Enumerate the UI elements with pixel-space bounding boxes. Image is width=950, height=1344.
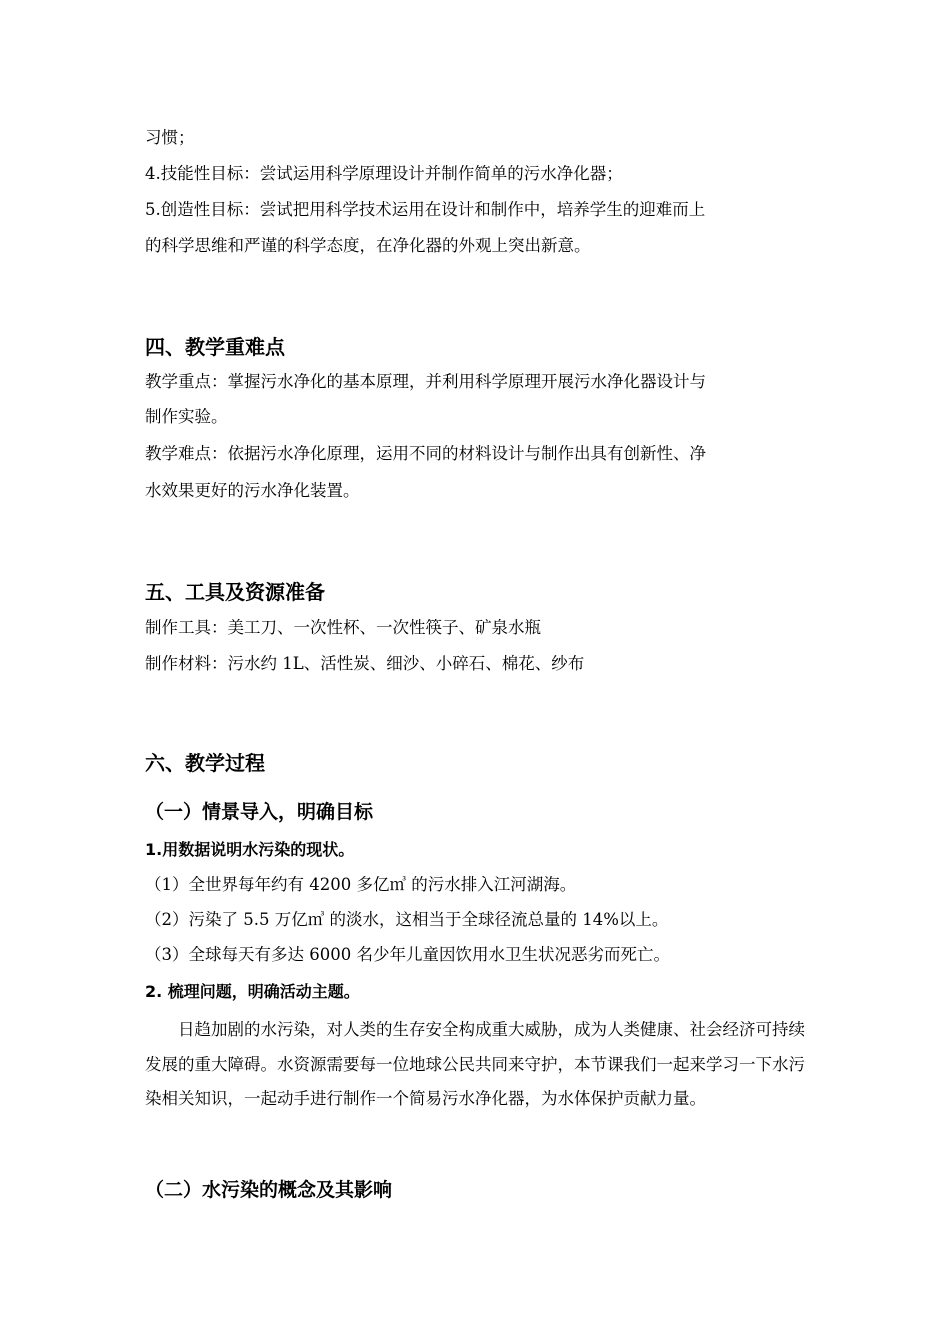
text-line-materials: 制作材料：污水约 1L、活性炭、细沙、小碎石、棉花、纱布 [145,654,585,673]
section-heading-process: 六、教学过程 [145,751,265,775]
subsection-heading-intro: （一）情景导入，明确目标 [145,801,374,823]
list-item-3: （3）全球每天有多达 6000 名少年儿童因饮用水卫生状况恶劣而死亡。 [145,945,670,964]
text-line-creative-goal: 5.创造性目标：尝试把用科学技术运用在设计和制作中，培养学生的迎难而上 [145,200,706,219]
section-heading-tools: 五、工具及资源准备 [145,580,325,604]
text-line-difficult-point-cont: 水效果更好的污水净化装置。 [145,481,360,500]
subsection-heading-concept: （二）水污染的概念及其影响 [145,1179,393,1201]
body-paragraph: 日趋加剧的水污染，对人类的生存安全构成重大威胁，成为人类健康、社会经济可持续发展的重大障碍。水资源需要每一位地球公民共同来守护，本节课我们一起来学习一下水污染相关知识，一起动手进行制作一个简易污水净化器，为水体保护贡献力量。 [145,1020,805,1109]
text-line-key-point: 教学重点：掌握污水净化的基本原理，并利用科学原理开展污水净化器设计与 [145,372,706,391]
section-heading-key-points: 四、教学重难点 [145,335,285,359]
text-line-key-point-cont: 制作实验。 [145,407,228,426]
list-item-2: （2）污染了 5.5 万亿㎥ 的淡水，这相当于全球径流总量的 14%以上。 [145,910,669,929]
list-item-1: （1）全世界每年约有 4200 多亿㎥ 的污水排入江河湖海。 [145,875,577,894]
text-line-skill-goal: 4.技能性目标：尝试运用科学原理设计并制作简单的污水净化器； [145,164,623,183]
text-line-tools: 制作工具：美工刀、一次性杯、一次性筷子、矿泉水瓶 [145,618,541,637]
text-line-habit: 习惯； [145,128,195,147]
point-heading-data: 1.用数据说明水污染的现状。 [145,840,355,859]
text-line-creative-goal-cont: 的科学思维和严谨的科学态度，在净化器的外观上突出新意。 [145,236,591,255]
point-heading-theme: 2. 梳理问题，明确活动主题。 [145,982,360,1001]
text-line-difficult-point: 教学难点：依据污水净化原理，运用不同的材料设计与制作出具有创新性、净 [145,444,706,463]
